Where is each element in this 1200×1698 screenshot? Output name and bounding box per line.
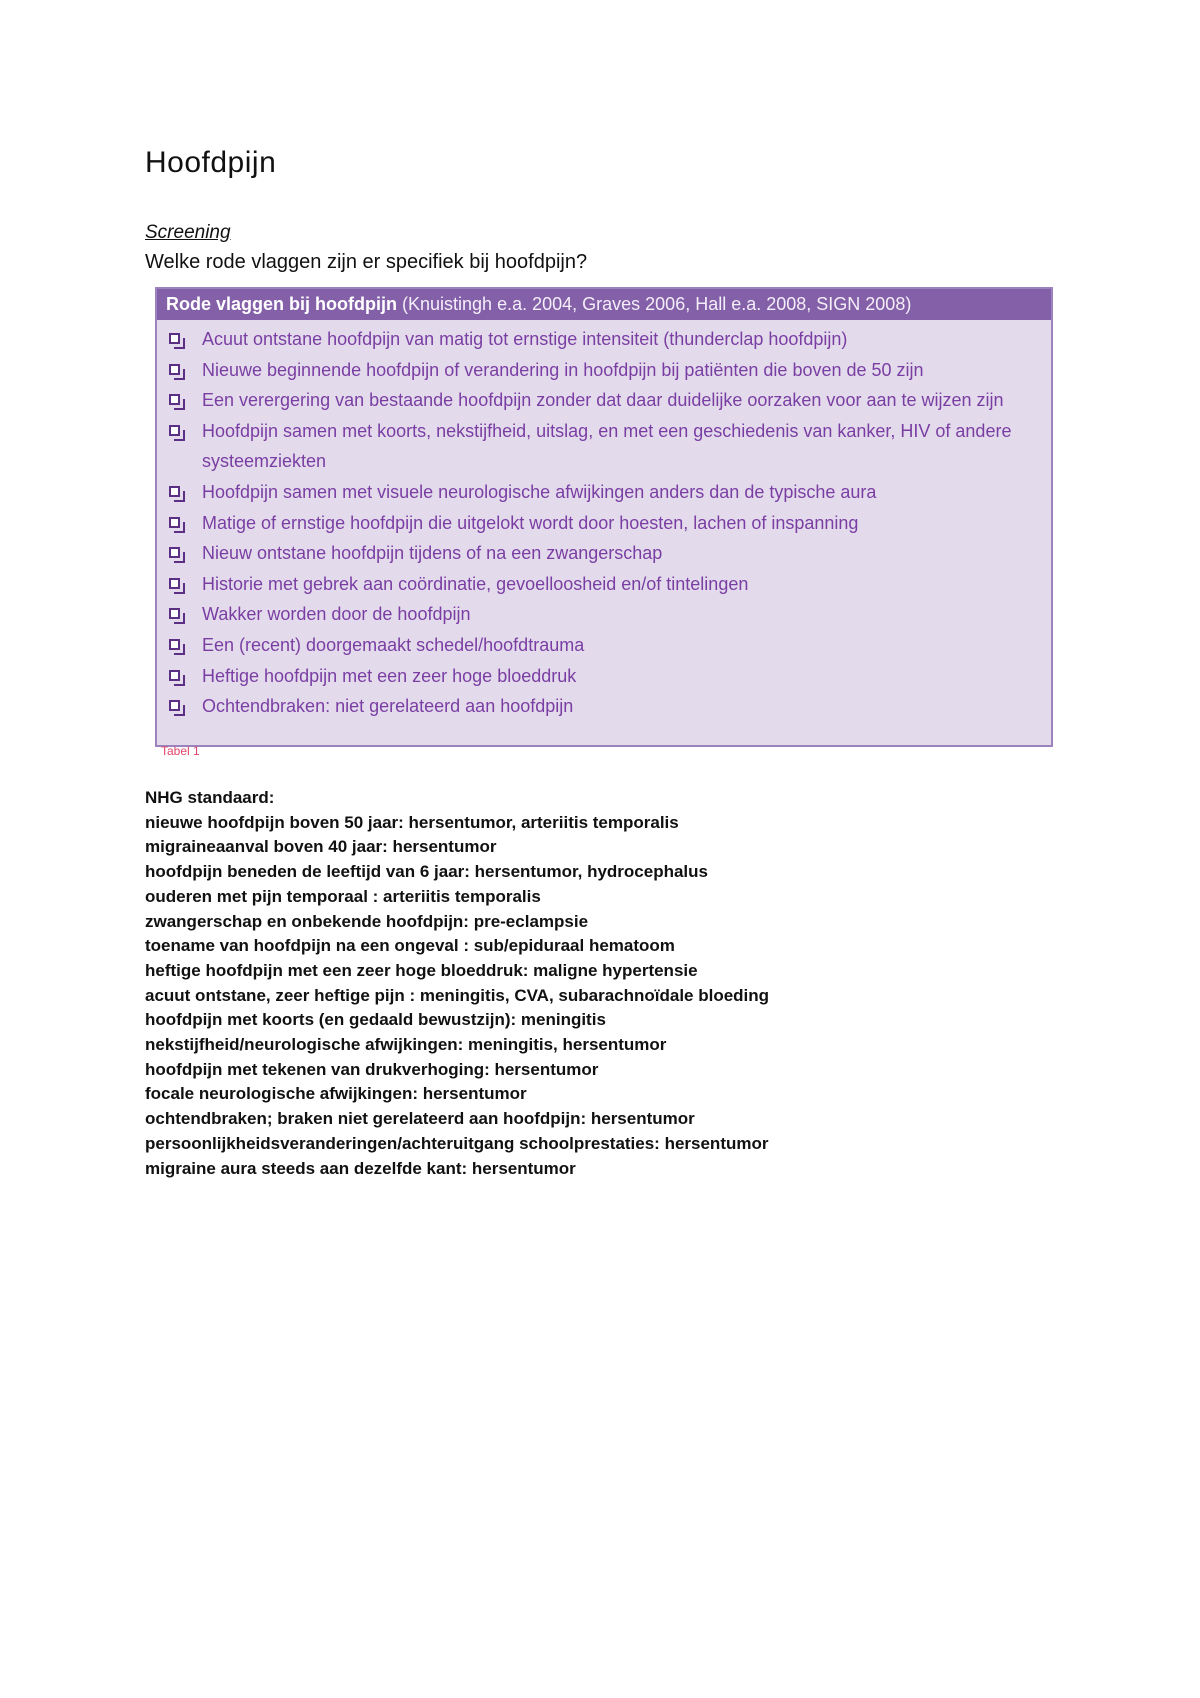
red-flag-text: Wakker worden door de hoofdpijn (202, 604, 471, 625)
nhg-heading: NHG standaard: (145, 788, 275, 807)
red-flag-text: Hoofdpijn samen met koorts, nekstijfheid, uitslag, en met een geschiedenis van kanker, HIV of andere systeemziekten (202, 420, 1012, 472)
table-caption (161, 744, 221, 758)
nhg-line: zwangerschap en onbekende hoofdpijn: pre-eclampsie (145, 911, 589, 931)
nhg-line: migraineaanval boven 40 jaar: hersentumor (145, 837, 497, 857)
red-flag-text: Nieuwe beginnende hoofdpijn of verandering in hoofdpijn bij patiënten die boven de 50 zijn (202, 359, 924, 380)
nhg-standard-section (145, 786, 769, 1181)
nhg-line: nekstijfheid/neurologische afwijkingen: meningitis, hersentumor (145, 1035, 667, 1055)
nhg-line: hoofdpijn met tekenen van drukverhoging: hersentumor (145, 1059, 599, 1079)
checkbox-icon (169, 608, 180, 619)
red-flag-text: Een verergering van bestaande hoofdpijn zonder dat daar duidelijke oorzaken voor aan te wijzen zijn (202, 390, 1004, 411)
checkbox-icon (169, 700, 180, 711)
red-flag-text: Heftige hoofdpijn met een zeer hoge bloeddruk (202, 665, 577, 686)
nhg-line: ochtendbraken; braken niet gerelateerd aan hoofdpijn: hersentumor (145, 1109, 695, 1129)
checkbox-icon (169, 547, 180, 558)
red-flag-item (157, 324, 1051, 355)
red-flag-text: Een (recent) doorgemaakt schedel/hoofdtrauma (202, 634, 585, 655)
red-flags-list (157, 320, 1051, 722)
red-flag-item (157, 599, 1051, 630)
red-flag-item (157, 630, 1051, 661)
nhg-line: ouderen met pijn temporaal : arteriitis temporalis (145, 886, 541, 906)
red-flags-box (155, 287, 1053, 747)
checkbox-icon (169, 425, 180, 436)
checkbox-icon (169, 578, 180, 589)
red-flag-text: Hoofdpijn samen met visuele neurologische afwijkingen anders dan de typische aura (202, 481, 877, 502)
red-flag-item (157, 691, 1051, 722)
nhg-line: nieuwe hoofdpijn boven 50 jaar: hersentumor, arteriitis temporalis (145, 812, 679, 832)
checkbox-icon (169, 394, 180, 405)
nhg-lines (145, 811, 769, 1182)
checkbox-icon (169, 517, 180, 528)
nhg-line: hoofdpijn beneden de leeftijd van 6 jaar: hersentumor, hydrocephalus (145, 862, 708, 882)
red-flags-header-title: Rode vlaggen bij hoofdpijn (166, 294, 397, 314)
red-flag-text: Ochtendbraken: niet gerelateerd aan hoofdpijn (202, 696, 574, 717)
red-flag-item (157, 385, 1051, 416)
red-flag-item (157, 538, 1051, 569)
red-flag-text: Acuut ontstane hoofdpijn van matig tot ernstige intensiteit (thunderclap hoofdpijn) (202, 329, 848, 349)
red-flag-text: Matige of ernstige hoofdpijn die uitgelokt wordt door hoesten, lachen of inspanning (202, 512, 859, 533)
checkbox-icon (169, 486, 180, 497)
red-flag-item (157, 508, 1051, 539)
nhg-line: migraine aura steeds aan dezelfde kant: hersentumor (145, 1158, 576, 1178)
red-flag-item (157, 569, 1051, 600)
checkbox-icon (169, 364, 180, 375)
section-question: Welke rode vlaggen zijn er specifiek bij hoofdpijn? (145, 251, 588, 273)
nhg-line: acuut ontstane, zeer heftige pijn : meningitis, CVA, subarachnoïdale bloeding (145, 985, 770, 1005)
nhg-line: heftige hoofdpijn met een zeer hoge bloeddruk: maligne hypertensie (145, 960, 698, 980)
table-caption-text: Tabel 1 (161, 744, 200, 758)
red-flag-item (157, 416, 1051, 477)
red-flag-text: Nieuw ontstane hoofdpijn tijdens of na een zwangerschap (202, 543, 663, 564)
red-flag-item (157, 661, 1051, 692)
red-flag-item (157, 355, 1051, 386)
red-flags-header (157, 289, 1051, 320)
page-title: Hoofdpijn (145, 146, 277, 179)
section-label-screening: Screening (145, 222, 231, 243)
checkbox-icon (169, 639, 180, 650)
red-flag-item (157, 477, 1051, 508)
nhg-line: hoofdpijn met koorts (en gedaald bewustzijn): meningitis (145, 1010, 606, 1030)
nhg-line: persoonlijkheidsveranderingen/achteruitgang schoolprestaties: hersentumor (145, 1133, 769, 1153)
nhg-line: toename van hoofdpijn na een ongeval : sub/epiduraal hematoom (145, 936, 675, 956)
checkbox-icon (169, 670, 180, 681)
nhg-line: focale neurologische afwijkingen: hersentumor (145, 1084, 527, 1104)
checkbox-icon (169, 333, 180, 344)
red-flags-header-references: (Knuistingh e.a. 2004, Graves 2006, Hall e.a. 2008, SIGN 2008) (402, 294, 912, 314)
red-flag-text: Historie met gebrek aan coördinatie, gevoelloosheid en/of tintelingen (202, 573, 749, 594)
